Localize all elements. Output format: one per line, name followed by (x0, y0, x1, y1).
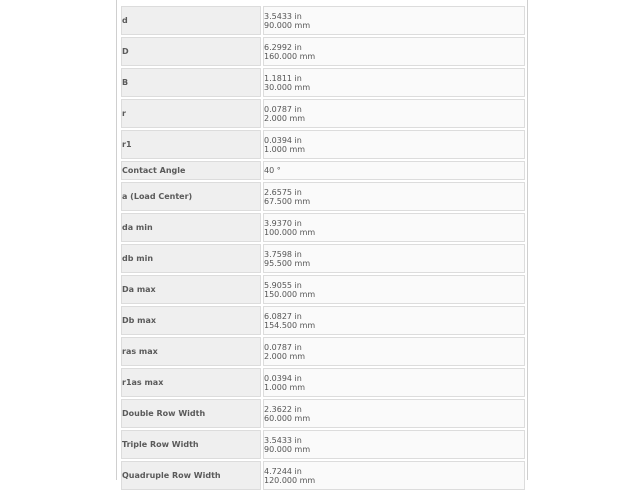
table-row-r1as-max (121, 368, 525, 397)
page-border-right (527, 0, 528, 480)
value-millimeters: 154.500 mm (264, 320, 316, 330)
table-row-D (121, 37, 525, 66)
table-row-B (121, 68, 525, 97)
value-millimeters: 150.000 mm (264, 289, 316, 299)
table-row-triple-row-width (121, 430, 525, 459)
row-value (263, 306, 525, 335)
value-millimeters: 1.000 mm (264, 144, 306, 154)
value-millimeters: 67.500 mm (264, 196, 311, 206)
row-value (263, 368, 525, 397)
row-label: r (121, 99, 261, 128)
row-value (263, 430, 525, 459)
value-inches: 6.2992 in (264, 42, 302, 52)
row-label: Triple Row Width (121, 430, 261, 459)
row-value (263, 213, 525, 242)
value-inches: 0.0787 in (264, 104, 302, 114)
row-value (263, 461, 525, 490)
row-value (263, 99, 525, 128)
value-inches: 3.7598 in (264, 249, 302, 259)
row-value (263, 337, 525, 366)
value-inches: 1.1811 in (264, 73, 302, 83)
table-row-contact-angle (121, 161, 525, 180)
value-inches: 0.0394 in (264, 135, 302, 145)
table-top-cap (121, 2, 525, 4)
value-inches: 0.0394 in (264, 373, 302, 383)
value-inches: 4.7244 in (264, 466, 302, 476)
row-value (263, 182, 525, 211)
row-label: ras max (121, 337, 261, 366)
value-inches: 3.5433 in (264, 435, 302, 445)
table-row-load-center (121, 182, 525, 211)
value-inches: 5.9055 in (264, 280, 302, 290)
value-inches: 3.5433 in (264, 11, 302, 21)
row-value (263, 399, 525, 428)
table-row-da-min (121, 213, 525, 242)
value-millimeters: 2.000 mm (264, 113, 306, 123)
row-value (263, 275, 525, 304)
table-row-r (121, 99, 525, 128)
row-label: Db max (121, 306, 261, 335)
row-label: d (121, 6, 261, 35)
table-row-d (121, 6, 525, 35)
bearing-spec-table (119, 0, 527, 492)
value-millimeters: 2.000 mm (264, 351, 306, 361)
value-millimeters: 90.000 mm (264, 444, 311, 454)
table-row-ras-max (121, 337, 525, 366)
row-label: D (121, 37, 261, 66)
value-millimeters: 95.500 mm (264, 258, 311, 268)
table-row-db-min (121, 244, 525, 273)
value-inches: 3.9370 in (264, 218, 302, 228)
value-millimeters: 120.000 mm (264, 475, 316, 485)
row-label: a (Load Center) (121, 182, 261, 211)
value-inches: 0.0787 in (264, 342, 302, 352)
row-value (263, 161, 525, 180)
row-label: Double Row Width (121, 399, 261, 428)
value-inches: 6.0827 in (264, 311, 302, 321)
row-label: Contact Angle (121, 161, 261, 180)
value-inches: 2.3622 in (264, 404, 302, 414)
value-millimeters: 90.000 mm (264, 20, 311, 30)
page-border-left (116, 0, 117, 480)
value-millimeters: 1.000 mm (264, 382, 306, 392)
row-value (263, 244, 525, 273)
value-millimeters: 60.000 mm (264, 413, 311, 423)
value-inches: 2.6575 in (264, 187, 302, 197)
value-millimeters: 100.000 mm (264, 227, 316, 237)
row-value (263, 130, 525, 159)
table-row-Db-max (121, 306, 525, 335)
table-row-r1 (121, 130, 525, 159)
value-degrees: 40 ° (264, 166, 281, 175)
row-value (263, 37, 525, 66)
table-row-double-row-width (121, 399, 525, 428)
value-millimeters: 30.000 mm (264, 82, 311, 92)
table-row-quadruple-row-width (121, 461, 525, 490)
table-row-Da-max (121, 275, 525, 304)
row-label: B (121, 68, 261, 97)
row-label: db min (121, 244, 261, 273)
row-label: r1 (121, 130, 261, 159)
row-value (263, 68, 525, 97)
row-label: da min (121, 213, 261, 242)
row-label: r1as max (121, 368, 261, 397)
value-millimeters: 160.000 mm (264, 51, 316, 61)
row-label: Da max (121, 275, 261, 304)
row-label: Quadruple Row Width (121, 461, 261, 490)
row-value (263, 6, 525, 35)
